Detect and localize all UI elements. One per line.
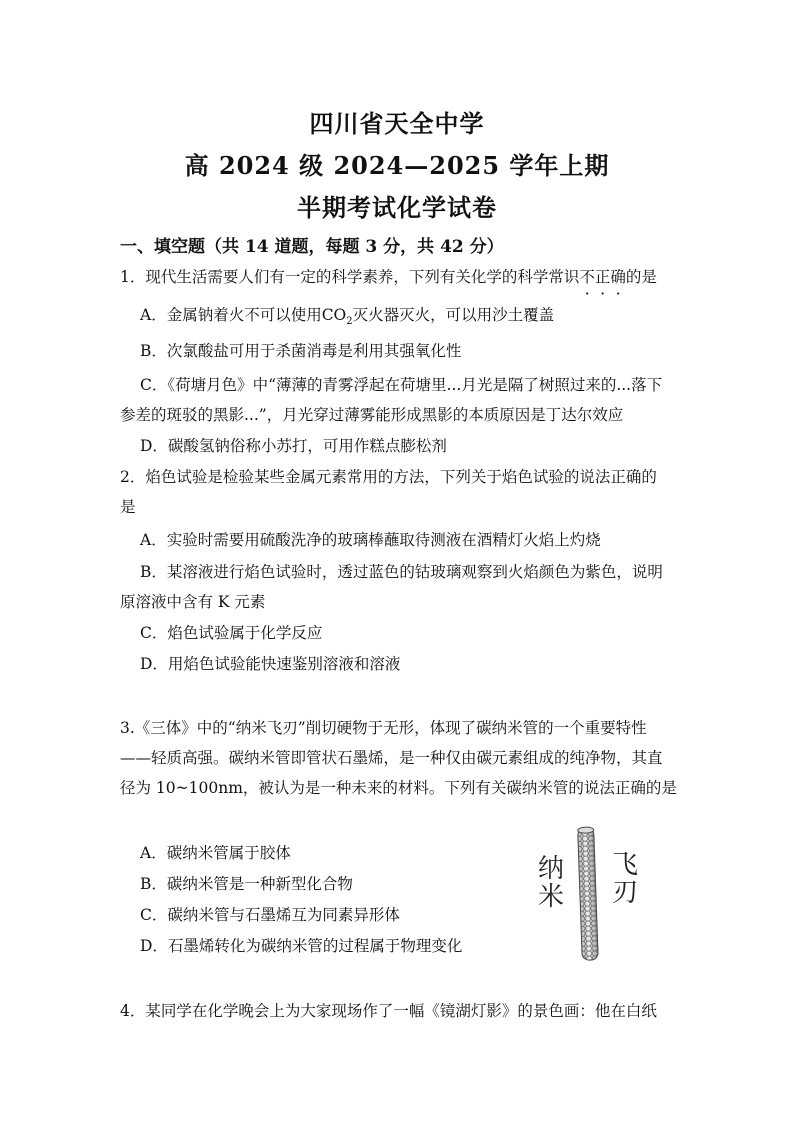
section-heading: 一、填空题（共 14 道题，每题 3 分，共 42 分） bbox=[120, 237, 504, 257]
emphasis-char: 不 bbox=[579, 268, 595, 286]
option-a-text: A．金属钠着火不可以使用CO bbox=[140, 306, 347, 324]
question-1-stem-text: 1．现代生活需要人们有一定的科学素养，下列有关化学的科学常识 bbox=[120, 268, 580, 286]
question-3-option-c: C．碳纳米管与石墨烯互为同素异形体 bbox=[140, 906, 400, 924]
question-3-stem: 3.《三体》中的“纳米飞刃”削切硬物于无形，体现了碳纳米管的一个重要特性 bbox=[120, 719, 647, 737]
emphasis-char: 正 bbox=[594, 268, 611, 286]
question-2-option-a: A．实验时需要用硫酸洗净的玻璃棒蘸取待测液在酒精灯火焰上灼烧 bbox=[140, 531, 601, 549]
subscript: 2 bbox=[346, 316, 353, 328]
question-1-stem-tail: 的是 bbox=[625, 268, 657, 286]
question-3-option-d: D．石墨烯转化为碳纳米管的过程属于物理变化 bbox=[140, 937, 463, 955]
option-a-text-tail: 灭火器灭火，可以用沙土覆盖 bbox=[352, 306, 555, 324]
emphasis-char: 确 bbox=[610, 268, 626, 286]
question-2-option-b: B．某溶液进行焰色试验时，透过蓝色的钴玻璃观察到火焰颜色为紫色，说明 bbox=[140, 563, 663, 581]
nanotube-figure bbox=[530, 826, 650, 966]
question-2-stem-cont: 是 bbox=[120, 498, 136, 516]
figure-label-ren: 刃 bbox=[612, 878, 639, 908]
term-title: 高 2024 级 2024—2025 学年上期 bbox=[184, 151, 610, 180]
question-3-option-b: B．碳纳米管是一种新型化合物 bbox=[140, 875, 353, 893]
school-title: 四川省天全中学 bbox=[309, 109, 485, 138]
question-1-stem bbox=[120, 262, 680, 292]
question-2-stem: 2．焰色试验是检验某些金属元素常用的方法，下列关于焰色试验的说法正确的 bbox=[120, 468, 657, 486]
figure-label-mi: 米 bbox=[538, 882, 565, 912]
question-3-stem-cont-1: ——轻质高强。碳纳米管即管状石墨烯，是一种仅由碳元素组成的纯净物，其直 bbox=[120, 749, 663, 767]
question-1-option-c: C．《荷塘月色》中“薄薄的青雾浮起在荷塘里...月光是隔了树照过来的...落下 bbox=[140, 376, 663, 394]
question-3-stem-cont-2: 径为 10~100nm，被认为是一种未来的材料。下列有关碳纳米管的说法正确的是 bbox=[120, 779, 677, 797]
question-1-option-b: B．次氯酸盐可用于杀菌消毒是利用其强氧化性 bbox=[140, 342, 462, 360]
question-1-option-d: D．碳酸氢钠俗称小苏打，可用作糕点膨松剂 bbox=[140, 437, 447, 455]
question-1-option-a bbox=[140, 300, 680, 337]
question-4-stem: 4．某同学在化学晚会上为大家现场作了一幅《镜湖灯影》的景色画：他在白纸 bbox=[120, 1002, 657, 1020]
question-2-option-b-cont: 原溶液中含有 K 元素 bbox=[120, 593, 266, 611]
question-2-option-d: D．用焰色试验能快速鉴别溶液和溶液 bbox=[140, 655, 401, 673]
question-1-option-c-cont: 参差的斑驳的黑影...”，月光穿过薄雾能形成黑影的本质原因是丁达尔效应 bbox=[120, 406, 624, 424]
figure-label-na: 纳 bbox=[538, 854, 565, 884]
figure-label-fei: 飞 bbox=[612, 850, 639, 880]
question-3-option-a: A．碳纳米管属于胶体 bbox=[140, 844, 291, 862]
question-2-option-c: C．焰色试验属于化学反应 bbox=[140, 624, 323, 642]
exam-title: 半期考试化学试卷 bbox=[297, 193, 497, 222]
